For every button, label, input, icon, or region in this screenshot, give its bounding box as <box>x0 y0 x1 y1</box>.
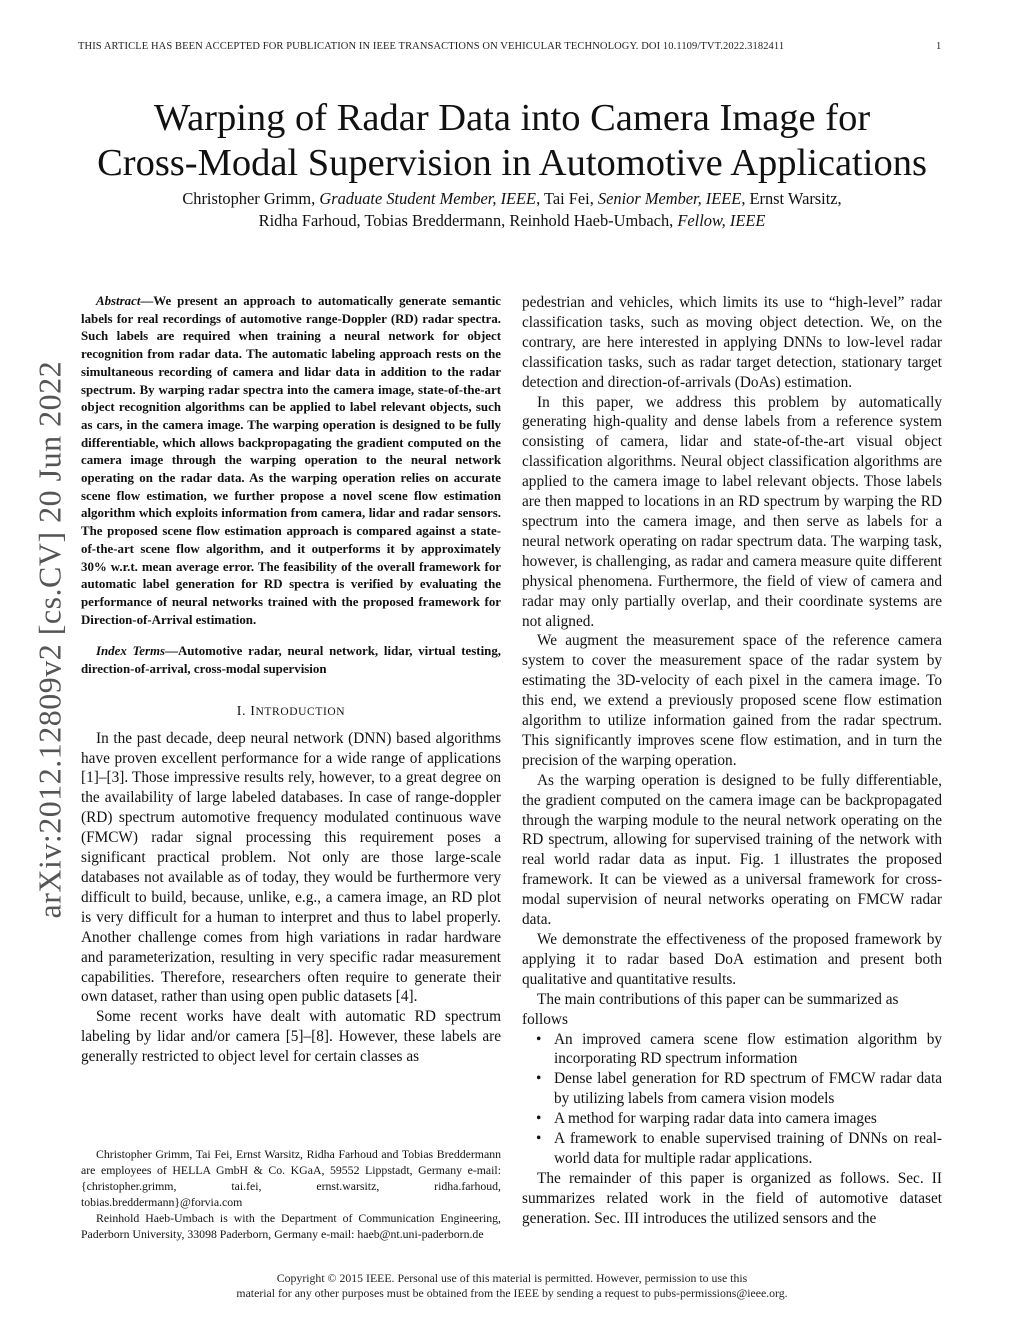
list-item-text: Dense label generation for RD spectrum of FMCW radar data by utilizing labels from camera vision models <box>554 1070 942 1108</box>
contributions-list <box>522 1030 942 1169</box>
index-terms-text: Automotive radar, neural network, lidar, virtual testing, direction-of-arrival, cross-modal supervision <box>81 644 501 677</box>
bullet-icon: • <box>536 1130 542 1148</box>
footnote: Reinhold Haeb-Umbach is with the Department of Communication Engineering, Paderborn University, 33098 Paderborn, Germany e-mail: haeb@nt.uni-paderborn.de <box>81 1211 501 1241</box>
section-first-letter: I <box>250 703 256 719</box>
page-number: 1 <box>936 41 942 52</box>
list-item <box>536 1069 942 1109</box>
arxiv-stamp: arXiv:2012.12809v2 [cs.CV] 20 Jun 2022 <box>31 360 68 919</box>
left-column <box>81 293 501 1067</box>
bullet-icon: • <box>536 1030 542 1048</box>
copyright-line-1: Copyright © 2015 IEEE. Personal use of this material is permitted. However, permission to use this <box>276 1271 748 1285</box>
paragraph: We demonstrate the effectiveness of the proposed framework by applying it to radar based DoA estimation and present both qualitative and quantitative results. <box>522 931 942 988</box>
paragraph: The main contributions of this paper can be summarized as follows <box>522 990 899 1028</box>
running-head: THIS ARTICLE HAS BEEN ACCEPTED FOR PUBLICATION IN IEEE TRANSACTIONS ON VEHICULAR TECHNOLOGY. DOI 10.1109/TVT.2022.3182411 <box>78 41 785 52</box>
paragraph: In this paper, we address this problem by automatically generating high-quality and dense labels from a reference system consisting of camera, lidar and state-of-the-art visual object classification algorithms. Neural object classification algorithms are applied to the camera image to label relevant objects. Those labels are then mapped to locations in an RD spectrum by warping the RD spectrum into the camera image, and then serve as labels for a neural network operating on radar spectrum data. The warping task, however, is challenging, as radar and camera measure quite different physical phenomena. Furthermore, the field of view of camera and radar may only partially overlap, and their coordinate systems are not aligned. <box>522 393 943 630</box>
section-title-rest: NTRODUCTION <box>255 705 346 718</box>
author-list <box>60 188 964 232</box>
list-item <box>536 1109 942 1129</box>
author-name: Christopher Grimm, <box>182 189 316 208</box>
author-name: , Tai Fei, <box>536 189 594 208</box>
paragraph: Some recent works have dealt with automatic RD spectrum labeling by lidar and/or camera [5]–[8]. However, these labels are generally restricted to object level for certain classes as <box>81 1008 501 1066</box>
section-heading-introduction <box>81 702 501 723</box>
author-line-2 <box>60 210 964 232</box>
paragraph: pedestrian and vehicles, which limits its use to “high-level” radar classification tasks, such as moving object detection. We, on the contrary, are here interested in applying DNNs to low-level radar classification tasks, such as radar target detection, stationary target detection and direction-of-arrivals (DoAs) estimation. <box>522 294 942 391</box>
section-numeral: I. <box>236 703 251 719</box>
footnotes <box>81 1146 501 1242</box>
title-line-1: Warping of Radar Data into Camera Image for <box>153 97 871 139</box>
author-name: Ridha Farhoud, Tobias Breddermann, Reinhold Haeb-Umbach, <box>258 211 674 230</box>
bullet-icon: • <box>536 1070 542 1088</box>
author-line-1 <box>60 188 964 210</box>
copyright-notice <box>80 1271 944 1301</box>
index-terms <box>81 643 501 678</box>
author-role: Fellow, IEEE <box>677 211 766 230</box>
author-role: Senior Member, IEEE <box>597 189 742 208</box>
paragraph: We augment the measurement space of the reference camera system to cover the measurement space of the radar system by estimating the 3D-velocity of each pixel in the camera image. To this end, we extend a previously proposed scene flow estimation algorithm to utilize information gained from the radar spectrum. This significantly improves scene flow estimation, and in turn the precision of the warping operation. <box>522 632 942 769</box>
list-item-text: A framework to enable supervised training of DNNs on real-world data for multiple radar applications. <box>554 1130 942 1167</box>
index-terms-dash: — <box>165 644 178 659</box>
paragraph: As the warping operation is designed to be fully differentiable, the gradient computed on the camera image can be backpropagated through the warping module to the neural network operating on the RD spectrum, allowing for supervised training of the network with real world radar data as input. Fig. 1 illustrates the proposed framework. It can be viewed as a universal framework for cross-modal supervision of neural networks operating on FMCW radar data. <box>522 771 942 929</box>
author-role: Graduate Student Member, IEEE <box>319 189 537 208</box>
footnote: Christopher Grimm, Tai Fei, Ernst Warsitz, Ridha Farhoud and Tobias Breddermann are employees of HELLA GmbH & Co. KGaA, 59552 Lippstadt, Germany e-mail: {christopher.grimm, tai.fei, ernst.warsitz, ridha.farhoud, tobias.breddermann}@forvia.com <box>81 1147 501 1209</box>
list-item-text: A method for warping radar data into camera images <box>554 1110 877 1128</box>
title-line-2: Cross-Modal Supervision in Automotive Applications <box>97 142 927 184</box>
list-item-text: An improved camera scene flow estimation algorithm by incorporating RD spectrum information <box>554 1030 942 1068</box>
right-column <box>522 293 942 1229</box>
list-item <box>536 1030 942 1070</box>
paper-title <box>60 96 964 186</box>
abstract-label: Abstract <box>96 294 141 308</box>
abstract-text: We present an approach to automatically generate semantic labels for real recordings of automotive range-Doppler (RD) radar spectra. Such labels are required when training a neural network for object recognition from radar data. The automatic labeling approach rests on the simultaneous recording of camera and lidar data in addition to the radar spectrum. By warping radar spectra into the camera image, state-of-the-art object recognition algorithms can be applied to label relevant objects, such as cars, in the camera image. The warping operation is designed to be fully differentiable, which allows backpropagating the gradient computed on the camera image through the warping operation to the neural network operating on the radar data. As the warping operation relies on accurate scene flow estimation, we further propose a novel scene flow estimation algorithm which exploits information from camera, lidar and radar sensors. The proposed scene flow estimation approach is compared against a state-of-the-art scene flow algorithm, and it outperforms it by approximately 30% w.r.t. mean average error. The feasibility of the overall framework for automatic label generation for RD spectra is verified by evaluating the performance of neural networks trained with the proposed framework for Direction-of-Arrival estimation. <box>81 294 501 627</box>
paragraph: In the past decade, deep neural network (DNN) based algorithms have proven excellent performance for a wide range of applications [1]–[3]. Those impressive results rely, however, to a great degree on the availability of large labeled databases. In case of range-doppler (RD) spectrum automotive frequency modulated continuous wave (FMCW) radar signal processing this requirement poses a significant practical problem. Not only are those large-scale databases not available as of today, they would be furthermore very difficult to build, because, unlike, e.g., a camera image, an RD plot is very difficult for a human to interpret and thus to label properly. Another challenge comes from high variations in radar hardware and parameterization, resulting in very specific radar measurement capabilities. Therefore, researchers often require to generate their own dataset, rather than using open public datasets [4]. <box>81 729 501 1006</box>
list-item <box>536 1129 942 1169</box>
author-name: , Ernst Warsitz, <box>741 189 842 208</box>
copyright-line-2: material for any other purposes must be obtained from the IEEE by sending a request to pubs-permissions@ieee.org. <box>236 1286 788 1300</box>
abstract <box>81 293 501 629</box>
bullet-icon: • <box>536 1110 542 1128</box>
abstract-dash: — <box>140 294 154 308</box>
index-terms-label: Index Terms <box>96 644 166 659</box>
paragraph: The remainder of this paper is organized as follows. Sec. II summarizes related work in the field of automotive dataset generation. Sec. III introduces the utilized sensors and the <box>522 1169 942 1227</box>
